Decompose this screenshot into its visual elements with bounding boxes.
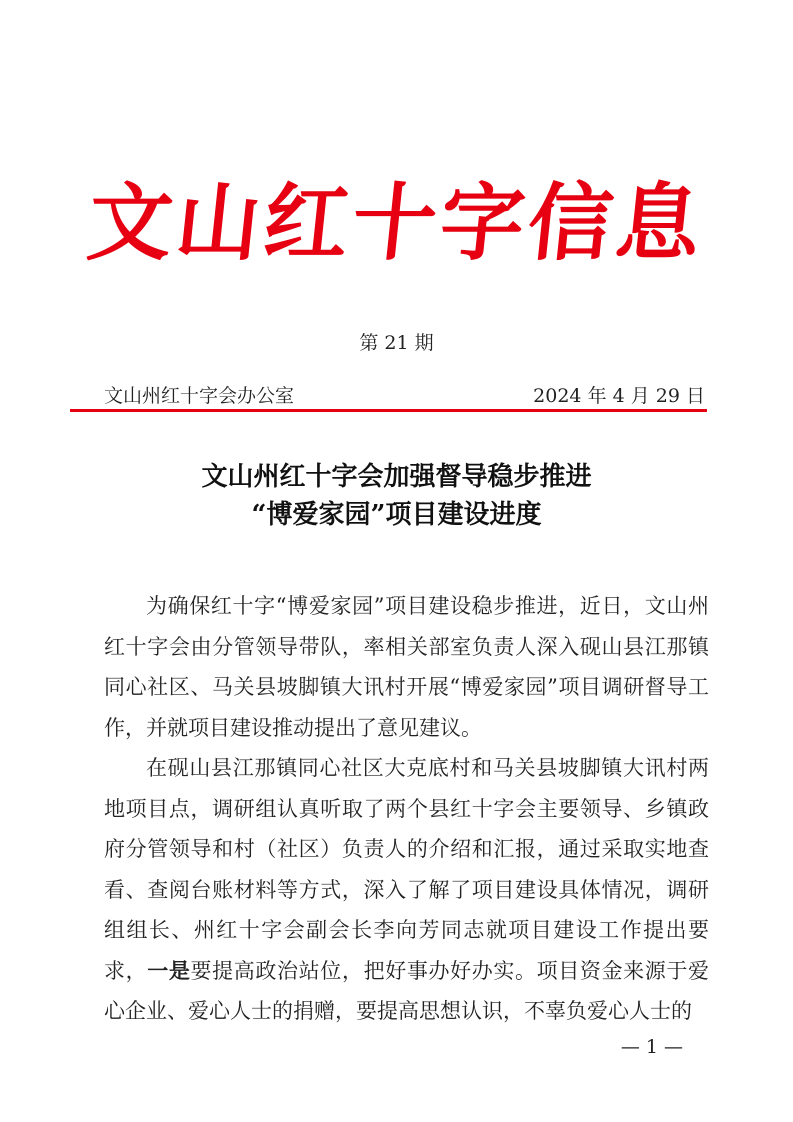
issue-number: 第 21 期: [359, 332, 434, 354]
article-title-line-2: “博爱家园”项目建设进度: [251, 500, 542, 530]
article-title: [0, 458, 793, 534]
issue-date: 2024 年 4 月 29 日: [533, 385, 705, 407]
red-divider: [70, 409, 707, 412]
paragraph-2: [104, 748, 709, 1032]
issuer-name: 文山州红十字会办公室: [104, 385, 295, 407]
article-title-line-1: 文山州红十字会加强督导稳步推进: [201, 462, 592, 492]
paragraph-2-tail: 要提高政治站位，把好事办好办实。项目资金来源于爱心企业、爱心人士的捐赠，要提高思想认识，不辜负爱心人士的: [104, 958, 710, 1023]
paragraph-2-lead: 在砚山县江那镇同心社区大克底村和马关县坡脚镇大讯村两地项目点，调研组认真听取了两个县红十字会主要领导、乡镇政府分管领导和村（社区）负责人的介绍和汇报，通过采取实地查看、查阅台账材料等方式，深入了解了项目建设具体情况，调研组组长、州红十字会副会长李向芳同志就项目建设工作提出要求，: [104, 756, 709, 983]
paragraph-2-emphasis: 一是: [147, 957, 191, 983]
page-number: — 1 —: [620, 1036, 683, 1058]
paragraph-1: 为确保红十字“博爱家园”项目建设稳步推进，近日，文山州红十字会由分管领导带队，率相关部室负责人深入砚山县江那镇同心社区、马关县坡脚镇大讯村开展“博爱家园”项目调研督导工作，并就项目建设推动提出了意见建议。: [104, 594, 709, 740]
masthead-title: 文山红十字信息: [83, 173, 710, 272]
article-body: [104, 586, 709, 1032]
